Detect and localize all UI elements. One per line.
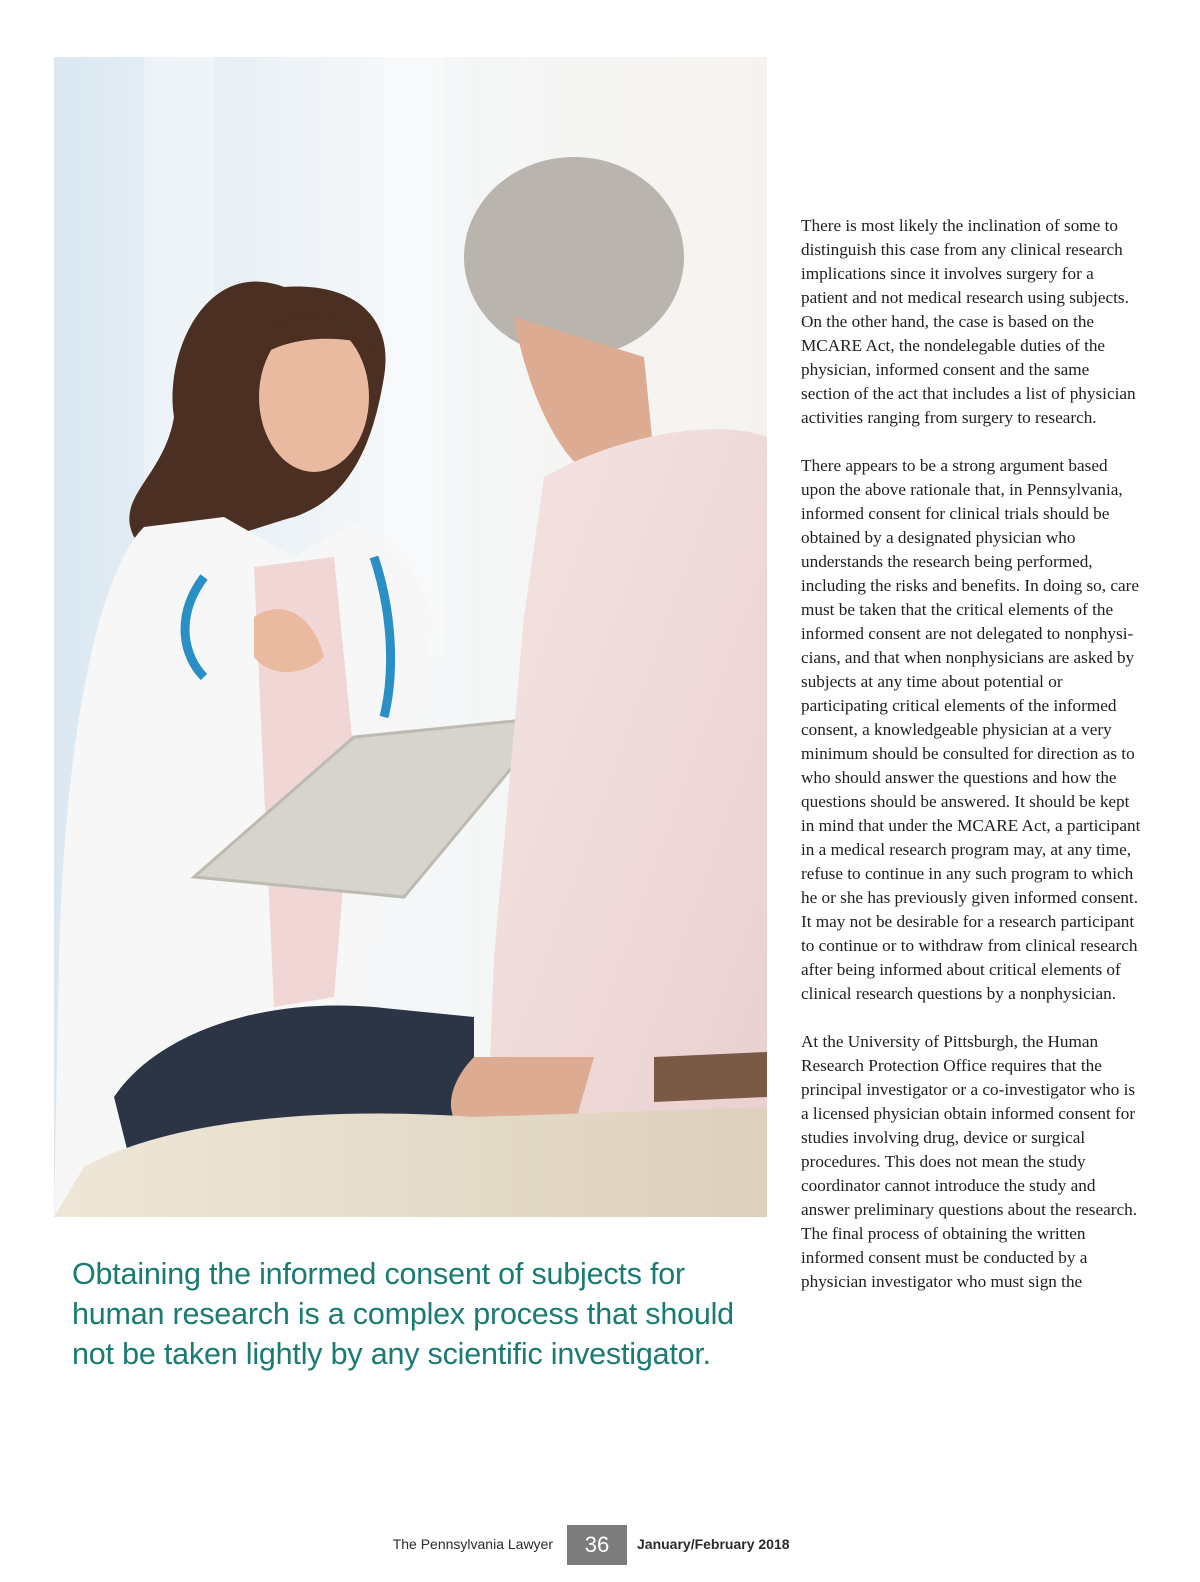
pull-quote: Obtaining the informed consent of subjects for human research is a complex process that should not be taken lightly by any scientific investigator.: [72, 1257, 734, 1371]
publication-name: The Pennsylvania Lawyer: [392, 1536, 553, 1552]
body-paragraph: There appears to be a strong argument based upon the above rationale that, in Pennsylvania, informed consent for clinical trials should be obtained by a designated physician who understands the research being performed, including the risks and benefits. In doing so, care must be taken that the critical elements of the informed consent are not delegated to nonphysicians, and that when nonphysicians are asked by subjects at any time about potential or participating critical elements of the informed consent, a knowledgeable physician at a very minimum should be consulted for direction as to who should answer the questions and how the questions should be answered. It should be kept in mind that under the MCARE Act, a participant in a medical research program may, at any time, refuse to continue in any such program to which he or she has previously given informed consent. It may not be desirable for a research participant to continue or to withdraw from clinical research after being informed about critical elements of clinical research questions by a nonphysician.: [801, 456, 1141, 1003]
body-paragraph: There is most likely the inclination of some to distinguish this case from any clinical research implications since it involves surgery for a patient and not medical research using subjects. On the other hand, the case is based on the MCARE Act, the nondelegable duties of the physician, informed consent and the same section of the act that includes a list of physician activities ranging from surgery to research.: [801, 216, 1136, 427]
body-paragraph: At the University of Pittsburgh, the Human Research Protection Office requires that the principal investigator or a co-investigator who is a licensed physician obtain informed consent for studies involving drug, device or surgical procedures. This does not mean the study coordinator cannot introduce the study and answer preliminary questions about the research. The final process of obtaining the written informed consent must be conducted by a physician investigator who must sign the: [801, 1032, 1137, 1291]
page-footer: [0, 1525, 1200, 1565]
article-photo: [54, 57, 767, 1217]
issue-date: January/February 2018: [637, 1536, 790, 1552]
page-number: 36: [567, 1525, 627, 1565]
article-body: [801, 214, 1141, 1294]
doctor-patient-illustration: [54, 57, 767, 1217]
